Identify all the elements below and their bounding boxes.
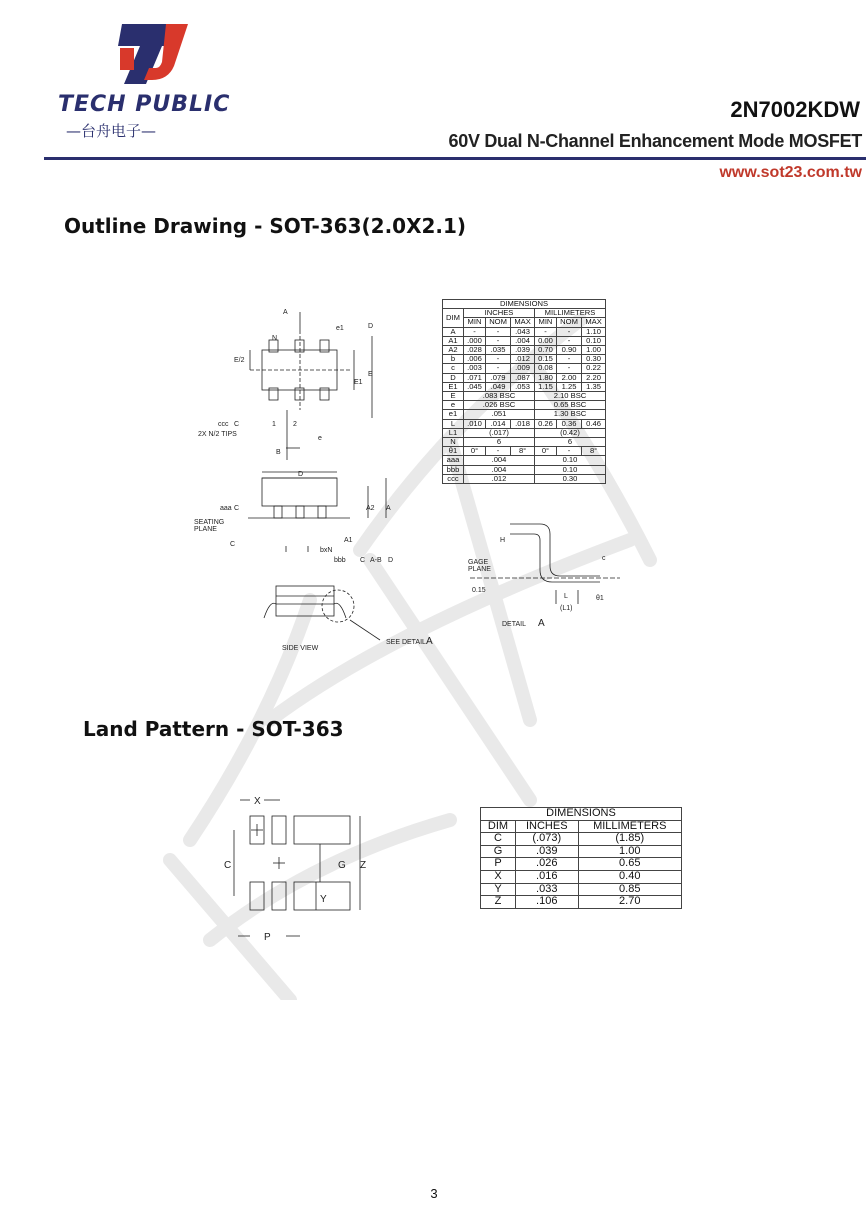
value-cell: 0.36 — [556, 419, 581, 428]
value-cell: .004 — [464, 465, 535, 474]
value-cell: 1.25 — [556, 382, 581, 391]
value-cell: 1.00 — [582, 346, 606, 355]
value-cell: 0.10 — [534, 465, 605, 474]
dim-cell: A — [443, 327, 464, 336]
dim-cell: bbb — [443, 465, 464, 474]
label-bbb-c: C — [360, 557, 366, 564]
value-cell: - — [556, 355, 581, 364]
value-cell: - — [485, 336, 510, 345]
value-cell: 0.85 — [578, 883, 681, 896]
value-cell: .039 — [511, 346, 535, 355]
label-see-detail-a: A — [426, 636, 433, 647]
value-cell: .053 — [511, 382, 535, 391]
label-e1: E1 — [354, 379, 363, 386]
table-row — [443, 474, 606, 483]
value-cell: - — [485, 364, 510, 373]
label-bbb-ab: A-B — [370, 557, 382, 564]
value-cell: 2.20 — [582, 373, 606, 382]
label-side-view: SIDE VIEW — [282, 645, 319, 652]
table-row — [443, 373, 606, 382]
detail-a-drawing — [460, 520, 630, 630]
value-cell: 0.90 — [556, 346, 581, 355]
value-cell: 6 — [464, 438, 535, 447]
label-a-box: A — [283, 309, 288, 316]
value-cell: .004 — [464, 456, 535, 465]
value-cell: 8° — [511, 447, 535, 456]
dim-cell: aaa — [443, 456, 464, 465]
label-e1-box: e1 — [336, 325, 344, 332]
label-c-ref: C — [230, 541, 236, 548]
value-cell: .026 — [515, 858, 578, 871]
table-row — [443, 327, 606, 336]
brand-name: TECH PUBLIC — [58, 92, 231, 117]
value-cell: 0.30 — [582, 355, 606, 364]
value-cell: C — [481, 833, 516, 846]
label-l: L — [564, 593, 568, 600]
value-cell: - — [556, 327, 581, 336]
dim-cell: L — [443, 419, 464, 428]
value-cell: 0.30 — [534, 474, 605, 483]
label-d-top: D — [298, 471, 304, 478]
table-row — [481, 845, 682, 858]
land-col-header: MILLIMETERS — [578, 820, 681, 833]
value-cell: - — [556, 364, 581, 373]
outline-subcol: MAX — [582, 318, 606, 327]
value-cell: .010 — [464, 419, 486, 428]
label-gage: GAGE — [468, 559, 489, 566]
value-cell: - — [556, 447, 581, 456]
table-row — [481, 896, 682, 909]
value-cell: 0.46 — [582, 419, 606, 428]
table-row — [443, 410, 606, 419]
value-cell: .016 — [515, 870, 578, 883]
table-row — [443, 456, 606, 465]
part-number: 2N7002KDW — [730, 97, 860, 122]
table-row — [481, 883, 682, 896]
value-cell: - — [485, 355, 510, 364]
label-see-detail: SEE DETAIL — [386, 639, 426, 646]
dim-cell: c — [443, 364, 464, 373]
value-cell: .039 — [515, 845, 578, 858]
dim-cell: A2 — [443, 346, 464, 355]
value-cell: 0.15 — [534, 355, 556, 364]
value-cell: .028 — [464, 346, 486, 355]
value-cell: 2.00 — [556, 373, 581, 382]
value-cell: 0.10 — [582, 336, 606, 345]
value-cell: Y — [481, 883, 516, 896]
value-cell: (.017) — [464, 428, 535, 437]
outline-drawings — [190, 300, 440, 660]
value-cell: 0.65 BSC — [534, 401, 605, 410]
outline-subcol: NOM — [556, 318, 581, 327]
outline-col-mm: MILLIMETERS — [534, 309, 605, 318]
value-cell: 6 — [534, 438, 605, 447]
value-cell: Z — [481, 896, 516, 909]
value-cell: .014 — [485, 419, 510, 428]
value-cell: .035 — [485, 346, 510, 355]
label-seating: SEATING — [194, 519, 225, 526]
value-cell: 0.65 — [578, 858, 681, 871]
table-row — [443, 364, 606, 373]
land-label-g: G — [338, 860, 346, 871]
value-cell: 2.70 — [578, 896, 681, 909]
value-cell: .087 — [511, 373, 535, 382]
value-cell: .004 — [511, 336, 535, 345]
land-pattern-drawing — [220, 790, 370, 950]
table-row — [443, 428, 606, 437]
label-bbb: bbb — [334, 557, 346, 564]
label-c-small: c — [602, 555, 606, 562]
value-cell: .009 — [511, 364, 535, 373]
outline-col-dim: DIM — [443, 309, 464, 327]
value-cell: (1.85) — [578, 833, 681, 846]
table-row — [481, 833, 682, 846]
value-cell: 0.40 — [578, 870, 681, 883]
value-cell: 0° — [534, 447, 556, 456]
table-row — [443, 465, 606, 474]
dim-cell: e1 — [443, 410, 464, 419]
value-cell: .000 — [464, 336, 486, 345]
label-a1: A1 — [344, 537, 353, 544]
table-row — [481, 870, 682, 883]
land-dimensions-table — [480, 807, 682, 909]
label-bbb-d: D — [388, 557, 394, 564]
dim-cell: D — [443, 373, 464, 382]
value-cell: 1.15 — [534, 382, 556, 391]
dim-cell: E — [443, 392, 464, 401]
value-cell: .079 — [485, 373, 510, 382]
label-aaa: aaa — [220, 505, 232, 512]
outline-dimensions-table — [442, 299, 606, 484]
value-cell: 0.08 — [534, 364, 556, 373]
value-cell: 0.22 — [582, 364, 606, 373]
value-cell: - — [556, 336, 581, 345]
label-gage-plane: PLANE — [468, 566, 491, 573]
value-cell: .026 BSC — [464, 401, 535, 410]
label-e-half: E/2 — [234, 357, 245, 364]
land-pattern-title: Land Pattern - SOT-363 — [83, 717, 344, 741]
value-cell: 1.10 — [582, 327, 606, 336]
value-cell: 0° — [464, 447, 486, 456]
label-tips: 2X N/2 TIPS — [198, 431, 237, 438]
value-cell: 1.35 — [582, 382, 606, 391]
label-aaa-c: C — [234, 505, 240, 512]
dim-cell: θ1 — [443, 447, 464, 456]
label-ccc: ccc — [218, 421, 229, 428]
land-table-header: DIMENSIONS — [481, 808, 682, 821]
value-cell: .045 — [464, 382, 486, 391]
value-cell: .043 — [511, 327, 535, 336]
header-rule — [44, 157, 866, 160]
dim-cell: N — [443, 438, 464, 447]
label-a: A — [386, 505, 391, 512]
value-cell: .051 — [464, 410, 535, 419]
outline-col-inches: INCHES — [464, 309, 535, 318]
value-cell: .083 BSC — [464, 392, 535, 401]
value-cell: G — [481, 845, 516, 858]
label-bxn: bxN — [320, 547, 333, 554]
value-cell: .012 — [511, 355, 535, 364]
value-cell: .033 — [515, 883, 578, 896]
website-link[interactable]: www.sot23.com.tw — [719, 164, 862, 181]
label-detail-a: A — [538, 618, 545, 629]
land-label-z: Z — [360, 860, 367, 871]
value-cell: 1.30 BSC — [534, 410, 605, 419]
label-a2: A2 — [366, 505, 375, 512]
value-cell: (.073) — [515, 833, 578, 846]
value-cell: (0.42) — [534, 428, 605, 437]
label-h-box: H — [500, 537, 506, 544]
outline-subcol: MIN — [534, 318, 556, 327]
land-label-p: P — [264, 932, 271, 943]
device-subtitle: 60V Dual N-Channel Enhancement Mode MOSFET — [448, 131, 862, 151]
value-cell: - — [485, 327, 510, 336]
label-b-box: B — [276, 449, 281, 456]
dim-cell: ccc — [443, 474, 464, 483]
label-theta1: θ1 — [596, 595, 604, 602]
label-n: N — [272, 335, 278, 342]
label-l1: (L1) — [560, 605, 573, 612]
value-cell: 1.80 — [534, 373, 556, 382]
brand-chinese: —台舟电子— — [66, 122, 157, 140]
label-d-box: D — [368, 323, 374, 330]
outline-subcol: MAX — [511, 318, 535, 327]
value-cell: 0.26 — [534, 419, 556, 428]
label-detail: DETAIL — [502, 621, 526, 628]
value-cell: 8° — [582, 447, 606, 456]
dim-cell: b — [443, 355, 464, 364]
dim-cell: L1 — [443, 428, 464, 437]
page-number: 3 — [430, 1186, 438, 1201]
value-cell: .006 — [464, 355, 486, 364]
value-cell: P — [481, 858, 516, 871]
label-c-box: C — [234, 421, 240, 428]
value-cell: .012 — [464, 474, 535, 483]
value-cell: .018 — [511, 419, 535, 428]
outline-subcol: MIN — [464, 318, 486, 327]
value-cell: 0.00 — [534, 336, 556, 345]
value-cell: .049 — [485, 382, 510, 391]
label-pin1: 1 — [272, 421, 276, 428]
label-plane: PLANE — [194, 526, 217, 533]
label-e-box: E — [368, 371, 373, 378]
value-cell: - — [534, 327, 556, 336]
value-cell: X — [481, 870, 516, 883]
table-row — [481, 858, 682, 871]
dim-cell: e — [443, 401, 464, 410]
table-row — [443, 419, 606, 428]
value-cell: .003 — [464, 364, 486, 373]
value-cell: 0.70 — [534, 346, 556, 355]
value-cell: - — [464, 327, 486, 336]
label-015: 0.15 — [472, 587, 486, 594]
dim-cell: A1 — [443, 336, 464, 345]
value-cell: - — [485, 447, 510, 456]
land-label-c: C — [224, 860, 232, 871]
table-row — [443, 447, 606, 456]
land-label-x: X — [254, 796, 261, 807]
land-col-header: DIM — [481, 820, 516, 833]
value-cell: .071 — [464, 373, 486, 382]
outline-subcol: NOM — [485, 318, 510, 327]
dim-cell: E1 — [443, 382, 464, 391]
land-col-header: INCHES — [515, 820, 578, 833]
label-e: e — [318, 435, 322, 442]
label-pin2: 2 — [293, 421, 297, 428]
value-cell: 0.10 — [534, 456, 605, 465]
value-cell: 2.10 BSC — [534, 392, 605, 401]
outline-title: Outline Drawing - SOT-363(2.0X2.1) — [64, 214, 467, 238]
land-label-y: Y — [320, 894, 327, 905]
value-cell: 1.00 — [578, 845, 681, 858]
value-cell: .106 — [515, 896, 578, 909]
outline-table-header: DIMENSIONS — [443, 300, 606, 309]
